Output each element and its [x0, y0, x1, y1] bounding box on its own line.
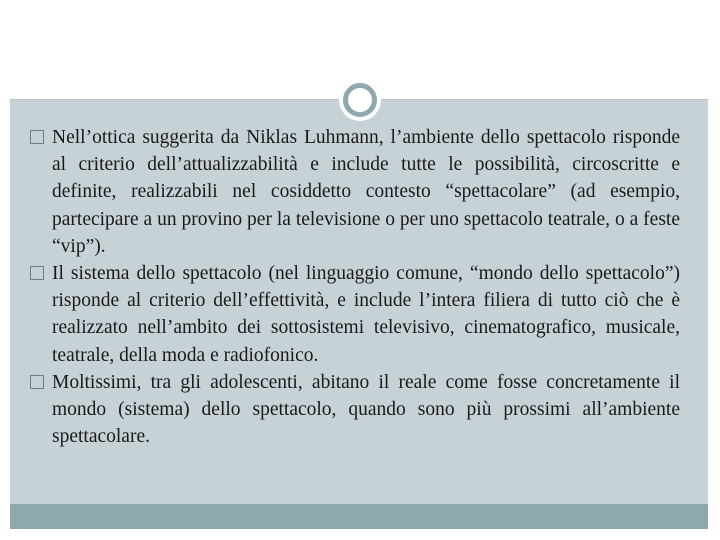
bullet-item [30, 124, 680, 260]
bullet-text: Nell’ottica suggerita da Niklas Luhmann, l’ambiente dello spettacolo risponde al criterio dell’attualizzabilità e include tutte le possibilità, circoscritte e definite, realizzabili nel cosiddetto contesto “spettacolare” (ad esempio, partecipare a un provino per la televisione o per uno spettacolo teatrale, o a feste “vip”). [52, 127, 680, 257]
checkbox-square-icon [30, 375, 44, 389]
bullet-text: Moltissimi, tra gli adolescenti, abitano il reale come fosse concretamente il mondo (sistema) dello spettacolo, quando sono più prossimi all’ambiente spettacolare. [52, 371, 680, 448]
bullet-list [30, 124, 680, 450]
circle-ornament-icon [339, 79, 381, 121]
bullet-item [30, 260, 680, 369]
slide-footer-band [10, 504, 708, 529]
checkbox-square-icon [30, 130, 44, 144]
circle-ring [343, 83, 377, 117]
bullet-text: Il sistema dello spettacolo (nel linguaggio comune, “mondo dello spettacolo”) risponde al criterio dell’effettività, e include l’intera filiera di tutto ciò che è realizzato nell’ambito dei sottosistemi televisivo, cinematografico, musicale, teatrale, della moda e radiofonico. [52, 263, 680, 366]
checkbox-square-icon [30, 266, 44, 280]
bullet-item [30, 369, 680, 451]
